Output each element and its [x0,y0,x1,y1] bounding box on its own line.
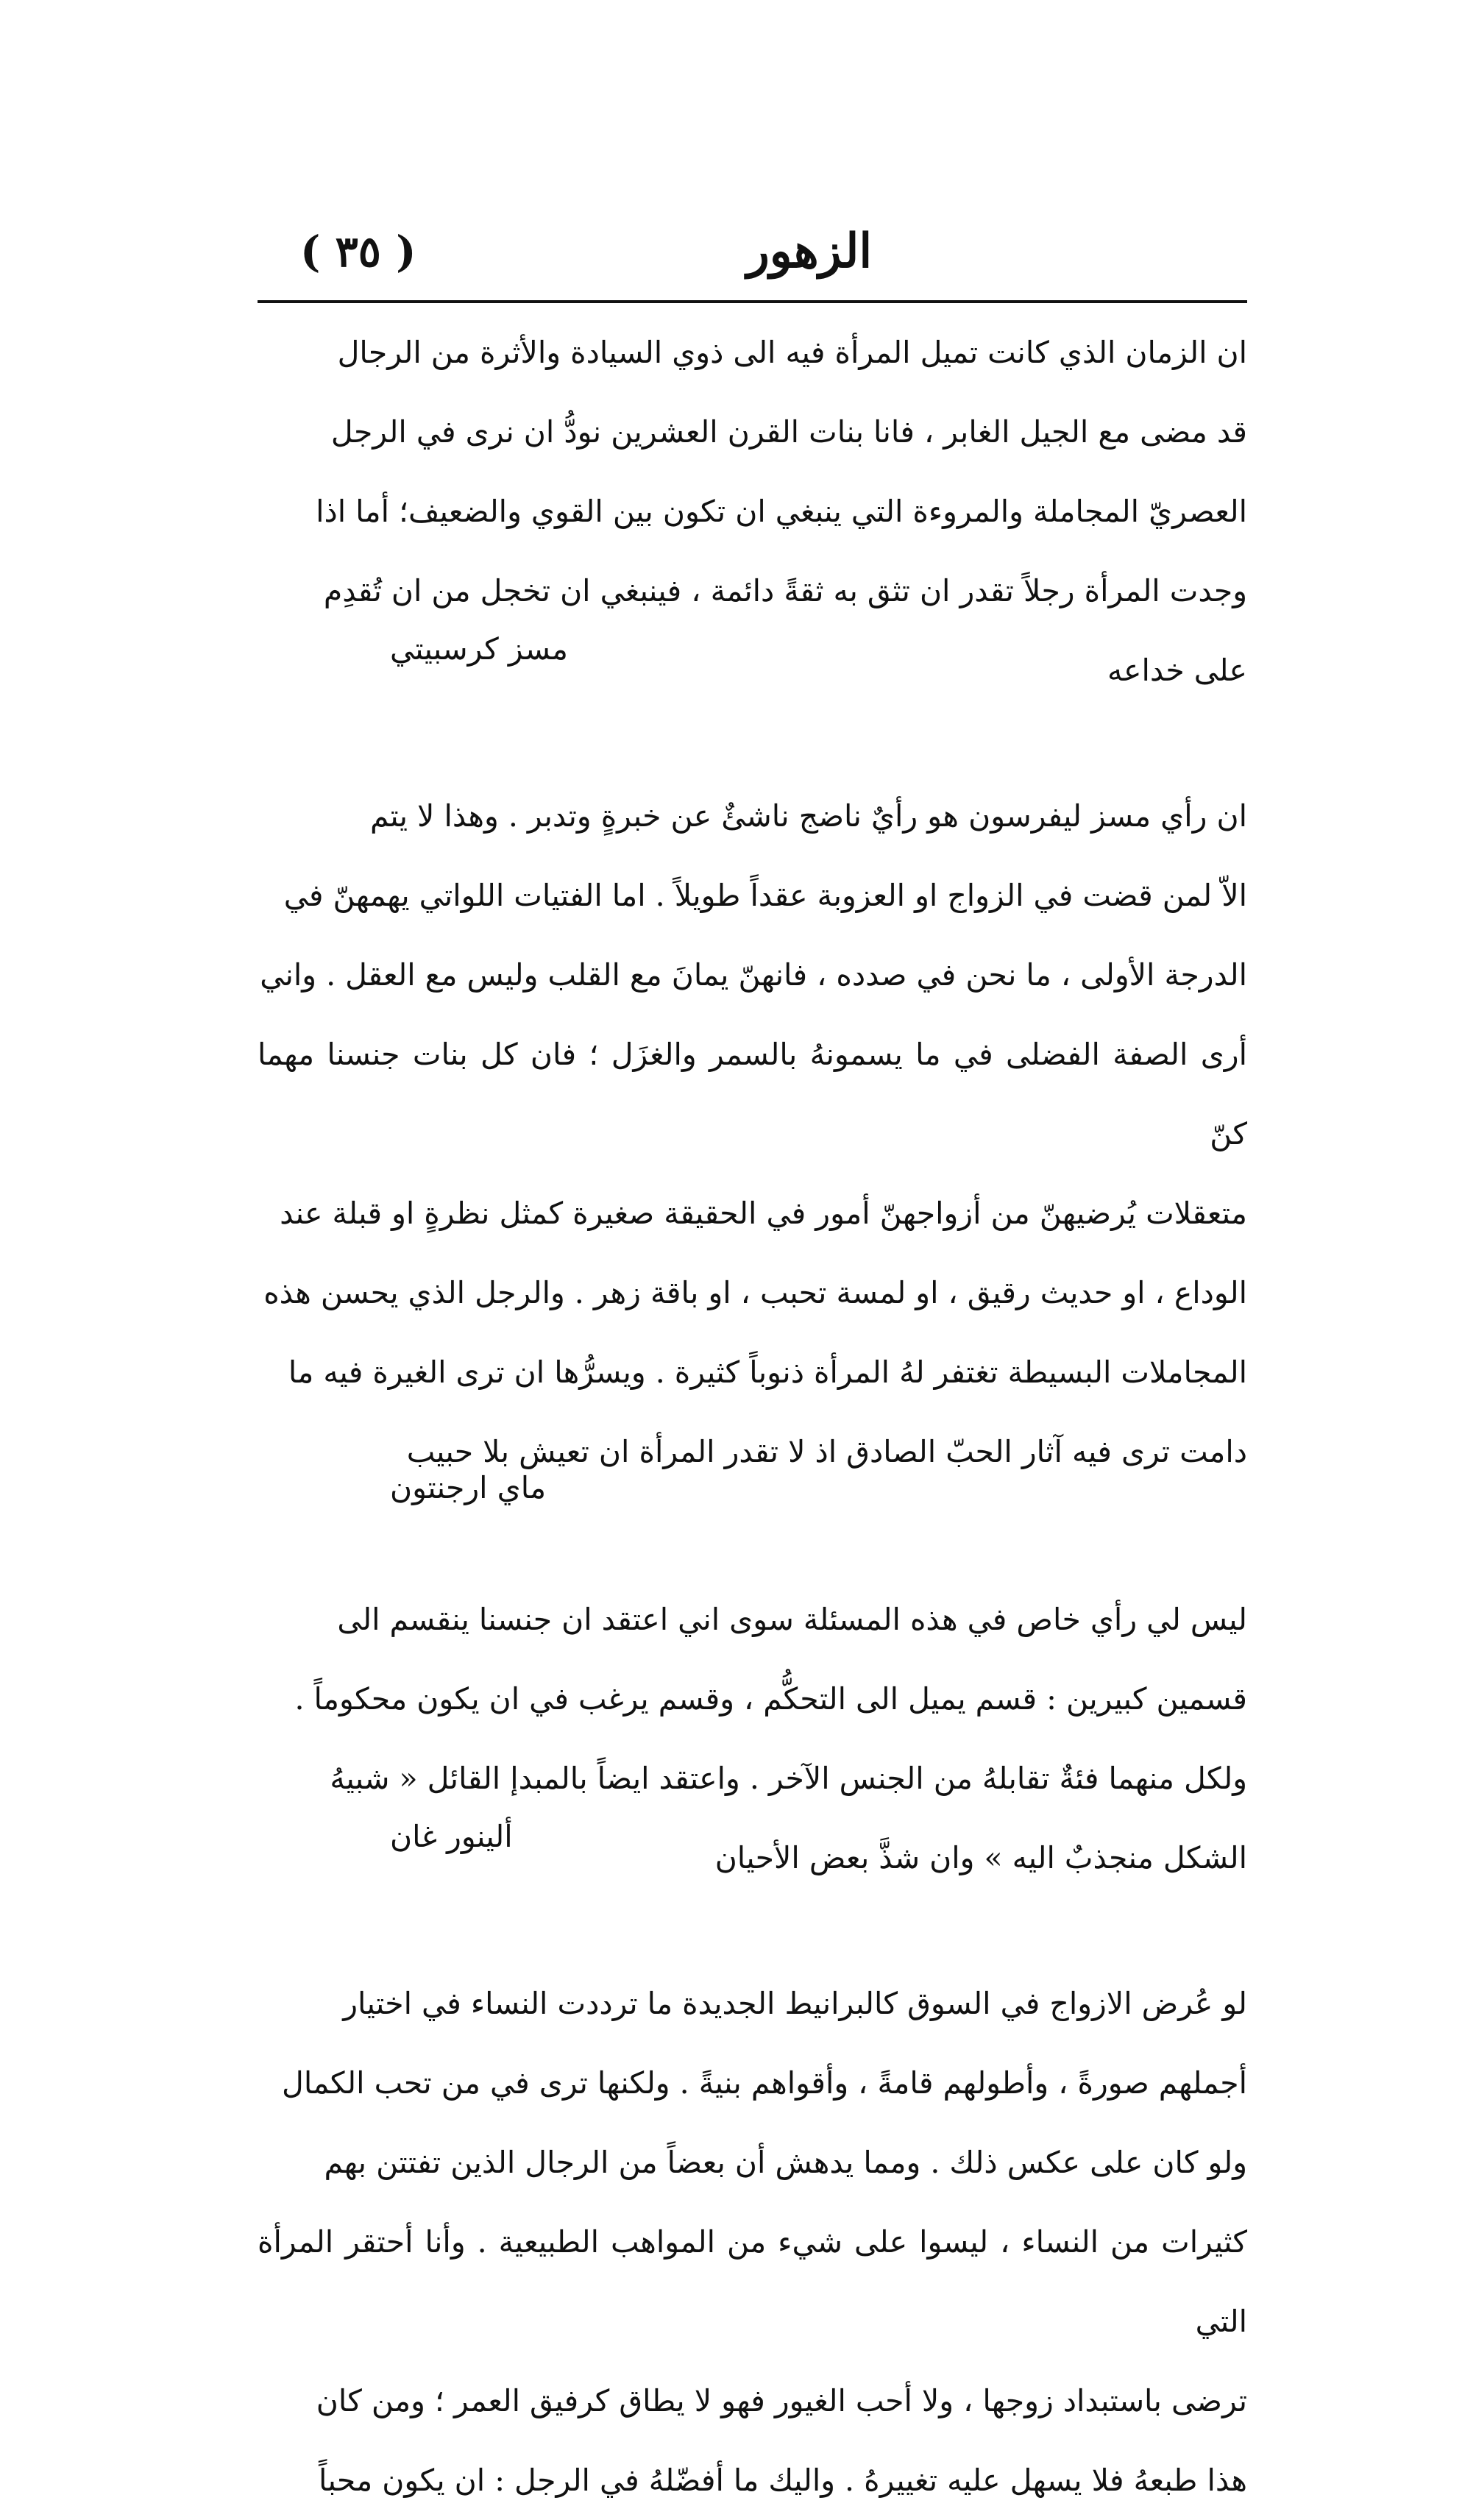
text-line: أجملهم صورةً ، وأطولهم قامةً ، وأقواهم بنيةً . ولكنها ترى في من تحب الكمال [282,2065,1247,2101]
text-line: كثيرات من النساء ، ليسوا على شيء من المواهب الطبيعية . وأنا أحتقر المرأة التي [258,2224,1247,2339]
opinion-section [258,313,1247,762]
text-line: ولو كان على عكس ذلك . ومما يدهش أن بعضاً من الرجال الذين تفتتن بهم [324,2145,1247,2180]
text-line: على خداعه [1107,653,1247,688]
text-line: ان الزمان الذي كانت تميل المرأة فيه الى ذوي السيادة والأثرة من الرجال [337,335,1247,370]
article-body [258,313,1247,2520]
text-line: الدرجة الأولى ، ما نحن في صدده ، فانهنّ يمانَ مع القلب وليس مع العقل . واني [260,957,1247,993]
text-line: دامت ترى فيه آثار الحبّ الصادق اذ لا تقدر المرأة ان تعيش بلا حبيب [406,1434,1247,1469]
text-line: ولكل منهما فئةٌ تقابلهُ من الجنس الآخر . واعتقد ايضاً بالمبدإ القائل « شبيهُ [330,1761,1247,1796]
text-line: ليس لي رأي خاص في هذه المسئلة سوى اني اعتقد ان جنسنا ينقسم الى [337,1602,1247,1637]
text-line: قد مضى مع الجيل الغابر ، فانا بنات القرن العشرين نودُّ ان نرى في الرجل [330,414,1247,450]
text-line: ترضى باستبداد زوجها ، ولا أحب الغيور فهو لا يطاق كرفيق العمر ؛ ومن كان [316,2383,1247,2418]
page-number: ( ٣٥ ) [300,227,416,277]
page-header [265,221,1247,302]
text-line: الاّ لمن قضت في الزواج او العزوبة عقداً طويلاً . اما الفتيات اللواتي يهمهنّ في [283,878,1247,913]
text-line: أرى الصفة الفضلى في ما يسمونهُ بالسمر والغزَل ؛ فان كل بنات جنسنا مهما كنّ [258,1037,1247,1151]
text-line: المجاملات البسيطة تغتفر لهُ المرأة ذنوباً كثيرة . ويسرُّها ان ترى الغيرة فيه ما [288,1355,1247,1390]
text-line: الوداع ، او حديث رقيق ، او لمسة تحبب ، او باقة زهر . والرجل الذي يحسن هذه [263,1275,1247,1310]
running-title: الزهور [746,224,873,279]
text-line: متعقلات يُرضيهنّ من أزواجهنّ أمور في الحقيقة صغيرة كمثل نظرةٍ او قبلة عند [280,1196,1247,1231]
text-line: وجدت المرأة رجلاً تقدر ان تثق به ثقةً دائمة ، فينبغي ان تخجل من ان تُقدِم [323,573,1247,608]
text-line: الشكل منجذبٌ اليه » وان شذَّ بعض الأحيان [714,1840,1247,1875]
text-line: قسمين كبيرين : قسم يميل الى التحكُّم ، وقسم يرغب في ان يكون محكوماً . [294,1681,1247,1717]
opinion-section [258,776,1247,1543]
header-rule [258,300,1247,303]
opinion-section [258,1580,1247,1949]
opinion-section [258,1964,1247,2520]
text-line: العصريّ المجاملة والمروءة التي ينبغي ان تكون بين القوي والضعيف؛ أما اذا [316,494,1247,529]
author-signature: ماي ارجنتون [390,1470,547,1505]
author-signature: مسز كرسبيتي [390,631,568,667]
text-line: لو عُرض الازواج في السوق كالبرانيط الجديدة ما ترددت النساء في اختيار [343,1986,1247,2021]
text-line: هذا طبعهُ فلا يسهل عليه تغييرهُ . واليك ما أفضّلهُ في الرجل : ان يكون محباً [318,2463,1247,2498]
text-line: ان رأي مسز ليفرسون هو رأيٌ ناضج ناشئٌ عن خبرةٍ وتدبر . وهذا لا يتم [369,798,1247,834]
author-signature: ألينور غان [390,1819,513,1854]
